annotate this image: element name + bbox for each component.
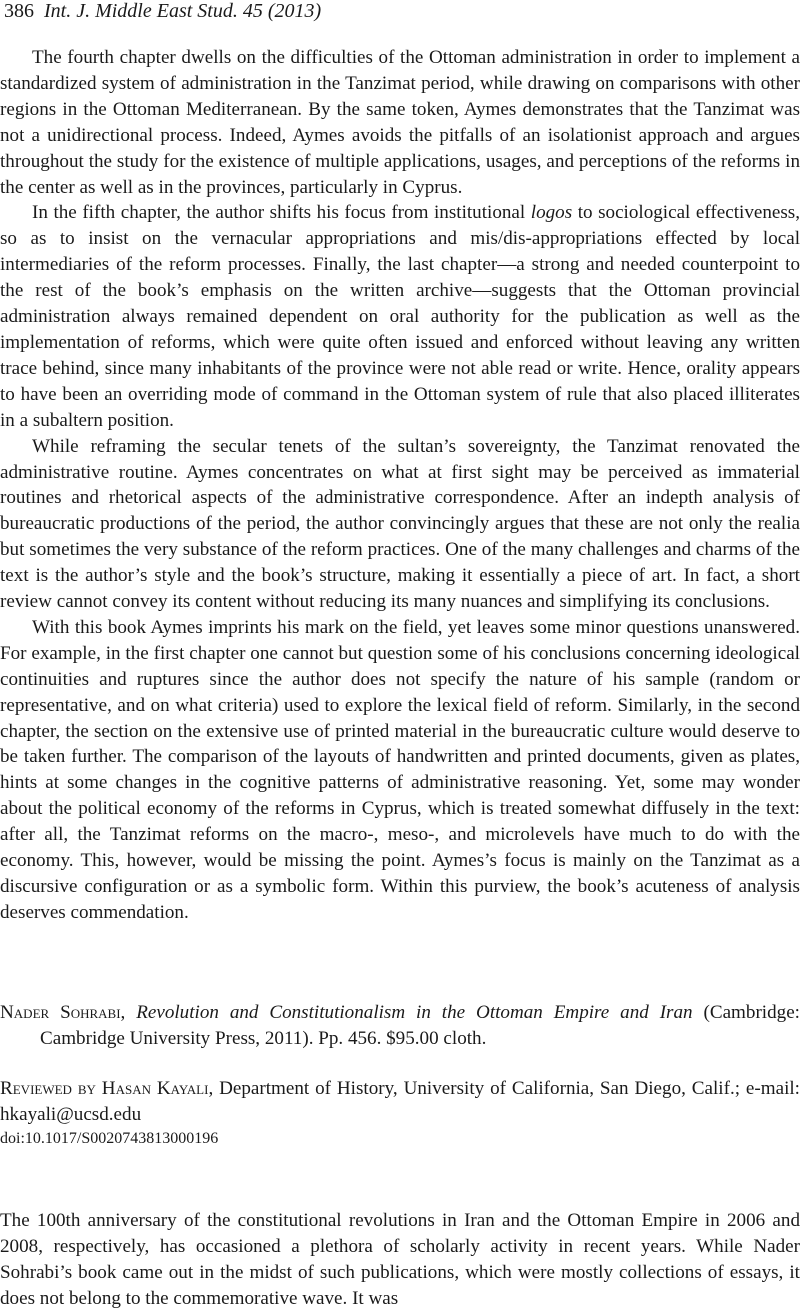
running-head	[4, 0, 321, 22]
paragraph-fifth-chapter	[0, 200, 800, 433]
paragraph-minor-questions: With this book Aymes imprints his mark on the field, yet leaves some minor questions unanswered. For example, in the first chapter one cannot but question some of his conclusions concerning ideological continuities and ruptures since the author does not specify the nature of his sample (random or representative, and on what criteria) used to explore the lexical field of reform. Similarly, in the second chapter, the section on the extensive use of printed material in the bureaucratic culture would deserve to be taken further. The comparison of the layouts of handwritten and printed documents, given as plates, hints at some changes in the cognitive patterns of administrative reasoning. Yet, some may wonder about the political economy of the reforms in Cyprus, which is treated somewhat diffusely in the text: after all, the Tanzimat reforms on the macro-, meso-, and microlevels have much to do with the economy. This, however, would be missing the point. Aymes’s focus is mainly on the Tanzimat as a discursive configuration or as a symbolic form. Within this purview, the book’s acuteness of analysis deserves commendation.	[0, 616, 800, 923]
reviewer-line	[0, 1076, 800, 1127]
article-body	[0, 45, 800, 926]
book-publication-details: (Cambridge: Cambridge University Press, 2011). Pp. 456. $95.00 cloth.	[40, 1002, 800, 1049]
doi: doi:10.1017/S0020743813000196	[0, 1130, 219, 1147]
review-body	[0, 1208, 800, 1312]
paragraph-secular-tenets: While reframing the secular tenets of the sultan’s sovereignty, the Tanzimat renovated the administrative routine. Aymes concentrates on what at first sight may be perceived as immaterial routines and rhetorical aspects of the administrative correspondence. After an indepth analysis of bureaucratic productions of the period, the author convincingly argues that these are not only the realia but sometimes the very substance of the reform practices. One of the many challenges and charms of the text is the author’s style and the book’s structure, making it essentially a piece of art. In fact, a short review cannot convey its content without reducing its many nuances and simplifying its conclusions.	[0, 435, 800, 613]
book-citation: Nader Sohrabi, Revolution and Constitutionalism in the Ottoman Empire and Iran (Cambridge: Cambridge University Press, 2011). Pp. 456. $95.00 cloth.	[0, 1002, 800, 1049]
reviewed-by-label: Reviewed by	[0, 1078, 96, 1099]
review-opening-paragraph: The 100th anniversary of the constitutional revolutions in Iran and the Ottoman Empire in 2006 and 2008, respectively, has occasioned a plethora of scholarly activity in recent years. While Nader Sohrabi’s book came out in the midst of such publications, which were mostly collections of essays, it does not belong to the commemorative wave. It was	[0, 1210, 800, 1309]
page-number: 386	[4, 0, 34, 22]
paragraph-text: to sociological effectiveness, so as to insist on the vernacular appropriations and mis/dis-appropriations effected by local intermediaries of the reform processes. Finally, the last chapter—a strong and needed counterpoint to the rest of the book’s emphasis on the written archive—suggests that the Ottoman provincial administration always remained dependent on oral authority for the publication as well as the implementation of reforms, which were quite often issued and enforced without leaving any written trace behind, since many inhabitants of the province were not able read or write. Hence, orality appears to have been an overriding mode of command in the Ottoman system of rule that also placed illiterates in a subaltern position.	[0, 202, 800, 431]
book-author: Nader Sohrabi	[0, 1002, 121, 1023]
reviewer-affiliation: , Department of History, University of California, San Diego, Calif.; e-mail: hkayali@ucsd.edu	[0, 1078, 800, 1125]
emphasis-logos: logos	[530, 202, 573, 224]
journal-citation: Int. J. Middle East Stud. 45 (2013)	[44, 0, 322, 22]
book-review-header	[0, 1000, 800, 1151]
reviewer-name: Hasan Kayali	[101, 1078, 209, 1099]
paragraph-text: In the fifth chapter, the author shifts his focus from institutional	[32, 202, 531, 224]
book-title: Revolution and Constitutionalism in the Ottoman Empire and Iran	[136, 1002, 693, 1023]
paragraph-fourth-chapter: The fourth chapter dwells on the difficulties of the Ottoman administration in order to implement a standardized system of administration in the Tanzimat period, while drawing on comparisons with other regions in the Ottoman Mediterranean. By the same token, Aymes demonstrates that the Tanzimat was not a unidirectional process. Indeed, Aymes avoids the pitfalls of an isolationist approach and argues throughout the study for the existence of multiple applications, usages, and perceptions of the reforms in the center as well as in the provinces, particularly in Cyprus.	[0, 47, 800, 198]
